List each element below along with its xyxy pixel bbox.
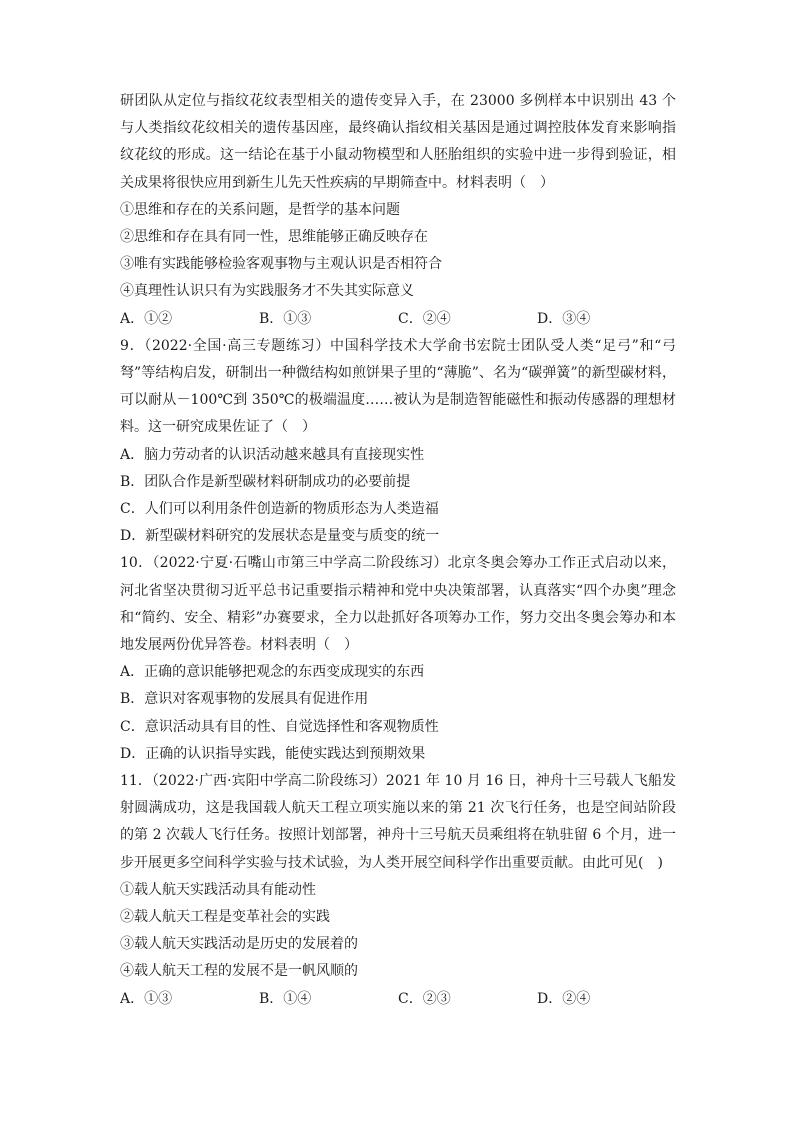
question-9 [120, 333, 676, 551]
question-8-option-c: C．②④ [398, 310, 451, 327]
question-8-option-d: D．③④ [537, 310, 591, 327]
question-8 [120, 88, 676, 333]
question-10-option-a: A．正确的意识能够把观念的东西变成现实的东西 [120, 664, 425, 681]
question-11-statement-2: ②载人航天工程是变革社会的实践 [120, 909, 330, 926]
question-8-statement-2: ②思维和存在具有同一性，思维能够正确反映存在 [120, 229, 428, 246]
question-8-statement-1: ①思维和存在的关系问题，是哲学的基本问题 [120, 201, 400, 218]
question-9-option-a: A．脑力劳动者的认识活动越来越具有直接现实性 [120, 446, 425, 463]
question-11-option-b: B．①④ [259, 990, 312, 1007]
question-11-stem: 11．（2022·广西·宾阳中学高二阶段练习）2021 年 10 月 16 日，神舟十三号载人飞船发射圆满成功，这是我国载人航天工程立项实施以来的第 21 次飞行任务，也是空间站阶段的第 2 次载人飞行任务。按照计划部署，神舟十三号航天员乘组将在轨驻留 6 个月，进一步开展更多空间科学实验与技术试验，为人类开展空间科学作出重要贡献。由此可见( ) [120, 773, 676, 871]
question-8-option-b: B．①③ [259, 310, 312, 327]
question-10-option-c: C．意识活动具有目的性、自觉选择性和客观物质性 [120, 718, 439, 735]
question-9-option-d: D．新型碳材料研究的发展状态是量变与质变的统一 [120, 528, 440, 545]
question-10-option-b: B．意识对客观事物的发展具有促进作用 [120, 691, 369, 708]
question-10-option-d: D．正确的认识指导实践，能使实践达到预期效果 [120, 745, 426, 762]
document-page [120, 88, 676, 1013]
question-9-option-b: B．团队合作是新型碳材料研制成功的必要前提 [120, 473, 411, 490]
question-9-option-c: C．人们可以利用条件创造新的物质形态为人类造福 [120, 501, 439, 518]
question-11-option-d: D．②④ [537, 990, 591, 1007]
question-10 [120, 550, 676, 768]
question-11 [120, 768, 676, 1013]
question-11-statement-4: ④载人航天工程的发展不是一帆风顺的 [120, 963, 358, 980]
question-8-statement-3: ③唯有实践能够检验客观事物与主观认识是否相符合 [120, 256, 442, 273]
question-8-options [120, 306, 676, 333]
question-11-statement-3: ③载人航天实践活动是历史的发展着的 [120, 936, 358, 953]
question-11-option-c: C．②③ [398, 990, 451, 1007]
question-11-statement-1: ①载人航天实践活动具有能动性 [120, 881, 316, 898]
question-11-options [120, 986, 676, 1013]
question-10-stem: 10．（2022·宁夏·石嘴山市第三中学高二阶段练习）北京冬奥会筹办工作正式启动以来，河北省坚决贯彻习近平总书记重要指示精神和党中央决策部署，认真落实“四个办奥”理念和“简约、安全、精彩”办赛要求，全力以赴抓好各项筹办工作，努力交出冬奥会筹办和本地发展两份优异答卷。材料表明（ ） [120, 555, 676, 654]
question-9-stem: 9．（2022·全国·高三专题练习）中国科学技术大学俞书宏院士团队受人类“足弓”和“弓弩”等结构启发，研制出一种微结构如煎饼果子里的“薄脆”、名为“碳弹簧”的新型碳材料，可以耐从－100℃到 350℃的极端温度……被认为是制造智能磁性和振动传感器的理想材料。这一研究成果佐证了（ ） [120, 337, 676, 436]
question-8-option-a: A．①② [120, 310, 173, 327]
question-11-option-a: A．①③ [120, 990, 173, 1007]
question-8-stem: 研团队从定位与指纹花纹表型相关的遗传变异入手，在 23000 多例样本中识别出 43 个与人类指纹花纹相关的遗传基因座，最终确认指纹相关基因是通过调控肢体发育来影响指纹花纹的形成。这一结论在基于小鼠动物模型和人胚胎组织的实验中进一步得到验证，相关成果将很快应用到新生儿先天性疾病的早期筛查中。材料表明（ ） [120, 93, 676, 191]
question-8-statement-4: ④真理性认识只有为实践服务才不失其实际意义 [120, 283, 414, 300]
